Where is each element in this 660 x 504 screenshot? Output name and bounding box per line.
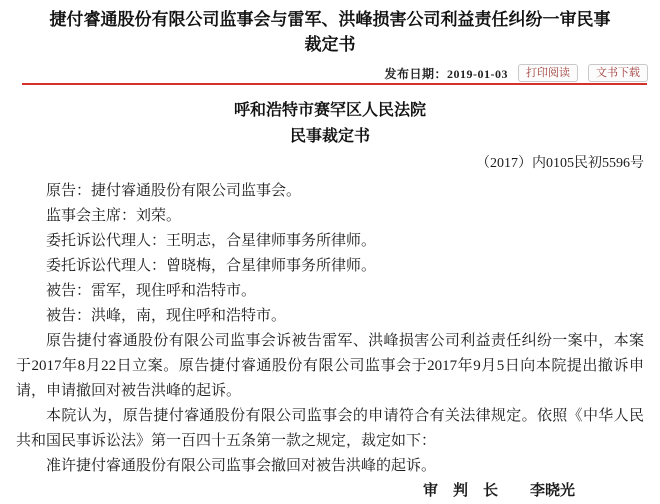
document-type-heading: 民事裁定书 bbox=[289, 128, 370, 146]
judge-name: 李晓光 bbox=[529, 483, 575, 500]
paragraph-board-chair: 监事会主席：刘荣。 bbox=[46, 208, 182, 225]
court-name: 呼和浩特市赛罕区人民法院 bbox=[233, 102, 426, 120]
paragraph-court-opinion: 本院认为，原告捷付睿通股份有限公司监事会的申请符合有关法律规定。依照《中华人民共和国民事诉讼法》第一百四十五条第一款之规定，裁定如下： bbox=[16, 408, 644, 450]
paragraph-agent-1: 委托诉讼代理人：王明志，合星律师事务所律师。 bbox=[46, 233, 377, 250]
paragraph-ruling: 准许捷付睿通股份有限公司监事会撤回对被告洪峰的起诉。 bbox=[46, 458, 437, 475]
signature-row bbox=[0, 479, 575, 504]
paragraph-defendant-2: 被告：洪峰，南，现住呼和浩特市。 bbox=[46, 308, 287, 325]
paragraph-defendant-1: 被告：雷军，现住呼和浩特市。 bbox=[46, 283, 257, 300]
document-body bbox=[16, 179, 644, 479]
paragraph-plaintiff: 原告：捷付睿通股份有限公司监事会。 bbox=[46, 183, 302, 200]
judge-role: 审 判 长 bbox=[422, 483, 498, 500]
publish-date: 发布日期：2019-01-03 bbox=[384, 66, 508, 81]
civil-ruling-page bbox=[0, 8, 660, 500]
page-title: 捷付睿通股份有限公司监事会与雷军、洪峰损害公司利益责任纠纷一审民事裁定书 bbox=[49, 10, 611, 54]
paragraph-case-summary: 原告捷付睿通股份有限公司监事会诉被告雷军、洪峰损害公司利益责任纠纷一案中，本案于2017年8月22日立案。原告捷付睿通股份有限公司监事会于2017年9月5日向本院提出撤诉申请，申请撤回对被告洪峰的起诉。 bbox=[16, 333, 644, 400]
paragraph-agent-2: 委托诉讼代理人：曾晓梅，合星律师事务所律师。 bbox=[46, 258, 377, 275]
red-divider bbox=[22, 83, 647, 85]
print-read-button[interactable]: 打印阅读 bbox=[518, 64, 578, 82]
document-download-button[interactable]: 文书下载 bbox=[588, 64, 648, 82]
publish-meta-row bbox=[0, 64, 648, 82]
case-number: （2017）内0105民初5596号 bbox=[476, 156, 644, 172]
